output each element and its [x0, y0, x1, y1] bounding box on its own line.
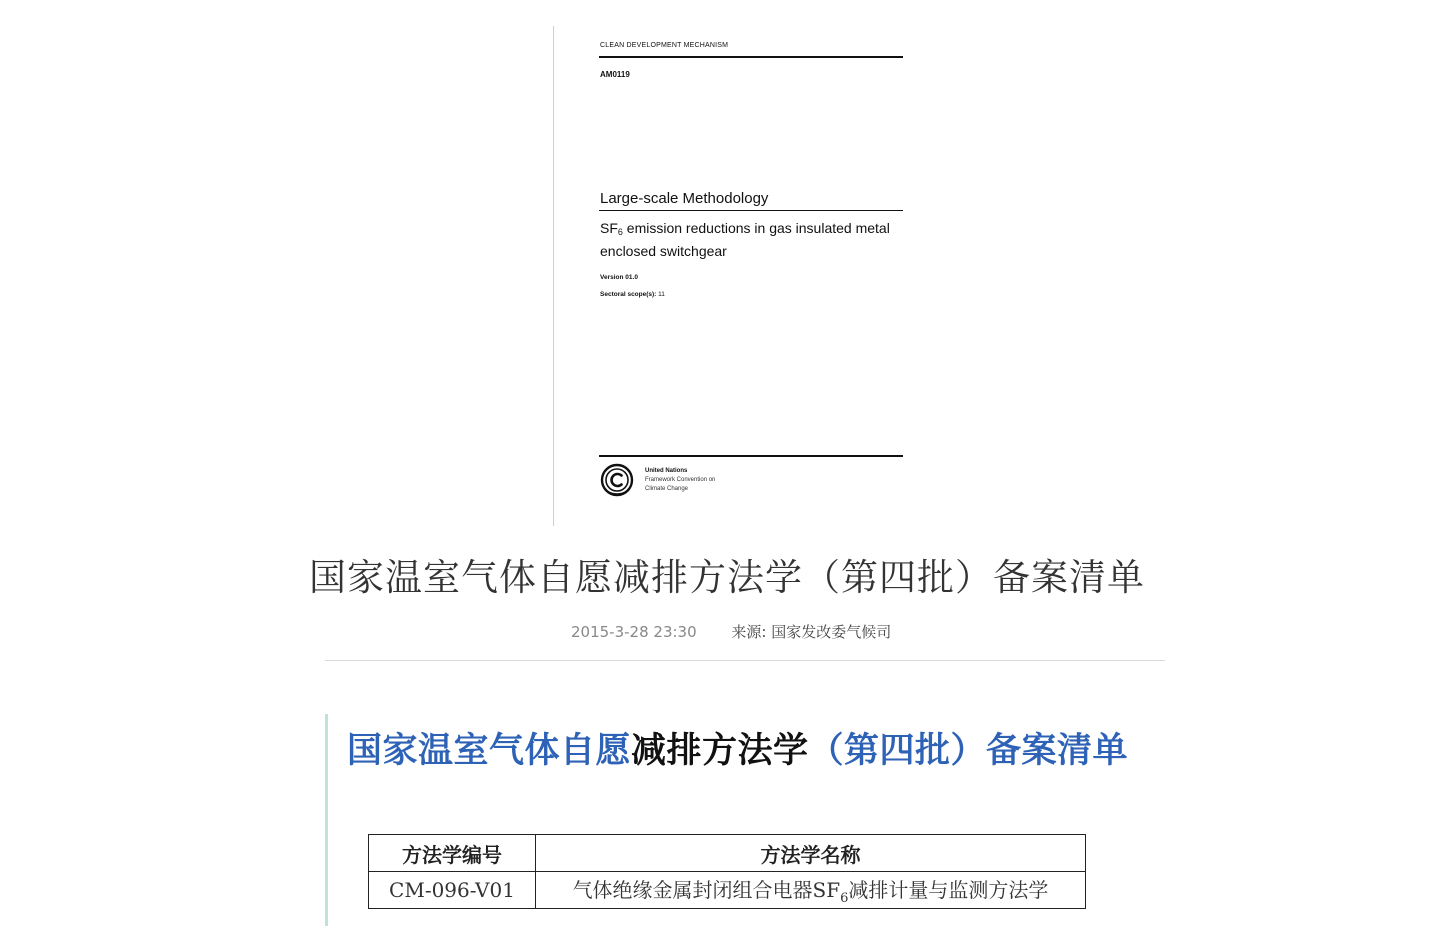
- cdm-label: CLEAN DEVELOPMENT MECHANISM: [600, 42, 729, 49]
- cell-methodology-code: CM-096-V01: [369, 872, 536, 909]
- methodology-code: AM0119: [600, 70, 630, 79]
- cover-bottom-rule: [599, 455, 903, 457]
- methodology-title-rest: emission reductions in gas insulated metal enclosed switchgear: [600, 220, 890, 259]
- methodology-table: [368, 834, 1086, 909]
- article-meta: [571, 621, 891, 642]
- unfccc-line-3: Climate Change: [645, 486, 689, 492]
- unfccc-line-2: Framework Convention on: [645, 477, 716, 483]
- scope-label: Sectoral scope(s):: [600, 291, 657, 298]
- version-label: Version 01.0: [600, 274, 638, 281]
- article-title: 国家温室气体自愿减排方法学（第四批）备案清单: [309, 556, 1145, 599]
- methodology-title: [600, 219, 900, 261]
- unfccc-logo-icon: [599, 463, 635, 499]
- body-title-part-2: 减排方法学: [631, 731, 809, 771]
- name-prefix: 气体绝缘金属封闭组合电器SF: [572, 878, 841, 902]
- column-header-name: 方法学名称: [536, 835, 1086, 872]
- cover-top-rule: [599, 56, 903, 58]
- methodology-category: Large-scale Methodology: [600, 190, 769, 207]
- header-divider: [325, 660, 1165, 661]
- body-title-part-1: 国家温室气体自愿: [347, 731, 632, 771]
- methodology-title-prefix: SF: [600, 220, 618, 236]
- document-cover: [553, 26, 914, 526]
- name-suffix: 减排计量与监测方法学: [848, 878, 1049, 902]
- cover-mid-rule: [599, 210, 903, 211]
- scope-value: 11: [658, 291, 665, 298]
- cell-methodology-name: [536, 872, 1086, 909]
- column-header-code: 方法学编号: [369, 835, 536, 872]
- article-source: 来源: 国家发改委气候司: [731, 623, 892, 641]
- table-header-row: [369, 835, 1086, 872]
- sectoral-scope: [600, 291, 665, 298]
- methodology-title-subscript: 6: [617, 227, 623, 237]
- cover-content: [599, 26, 903, 526]
- body-title-part-3: （第四批）备案清单: [808, 731, 1129, 771]
- table-row: [369, 872, 1086, 909]
- article-date: 2015-3-28 23:30: [571, 623, 697, 641]
- name-subscript: 6: [840, 891, 849, 906]
- body-title: [347, 723, 1128, 773]
- unfccc-name: [645, 467, 715, 494]
- unfccc-line-1: United Nations: [645, 468, 688, 474]
- content-accent-bar: [325, 714, 328, 926]
